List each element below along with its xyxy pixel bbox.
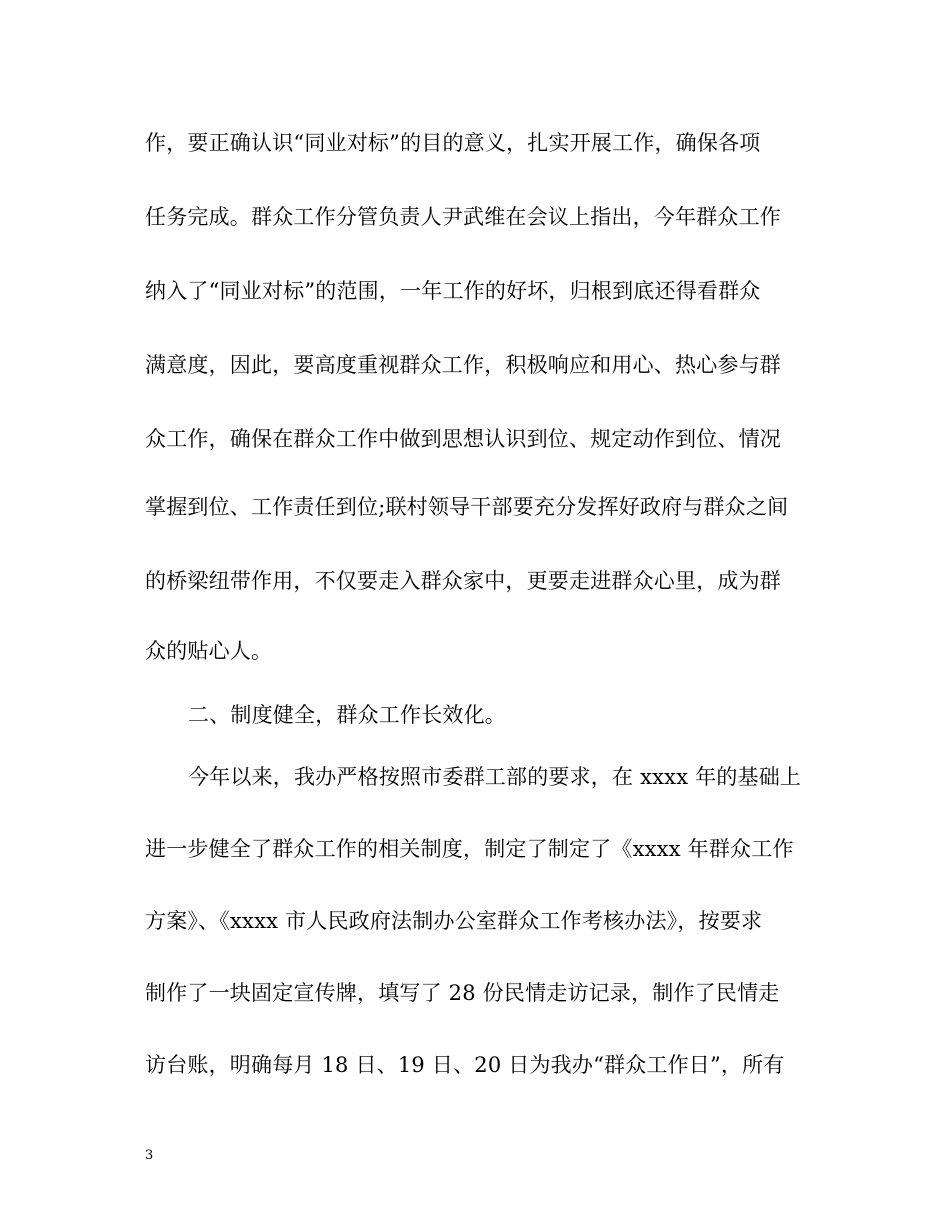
text-line: 进一步健全了群众工作的相关制度，制定了制定了《xxxx 年群众工作	[145, 837, 794, 861]
text-line: 众工作，确保在群众工作中做到思想认识到位、规定动作到位、情况	[145, 427, 781, 451]
text-line: 作，要正确认识“同业对标”的目的意义，扎实开展工作，确保各项	[145, 131, 761, 155]
text-line: 方案》、《xxxx 市人民政府法制办公室群众工作考核办法》，按要求	[145, 909, 763, 933]
text-line: 众的贴心人。	[145, 639, 273, 663]
page-number: 3	[145, 1148, 154, 1163]
text-line: 任务完成。群众工作分管负责人尹武维在会议上指出，今年群众工作	[145, 205, 781, 229]
text-line: 今年以来，我办严格按照市委群工部的要求，在 xxxx 年的基础上	[188, 765, 802, 789]
text-line: 纳入了“同业对标”的范围，一年工作的好坏，归根到底还得看群众	[145, 279, 761, 303]
text-line: 制作了一块固定宣传牌，填写了 28 份民情走访记录，制作了民情走	[145, 981, 780, 1005]
text-line: 满意度，因此，要高度重视群众工作，积极响应和用心、热心参与群	[145, 353, 781, 377]
text-line: 掌握到位、工作责任到位;联村领导干部要充分发挥好政府与群众之间	[145, 495, 789, 519]
section-heading: 二、制度健全，群众工作长效化。	[188, 703, 506, 727]
text-line: 访台账，明确每月 18 日、19 日、20 日为我办“群众工作日”，所有	[145, 1053, 785, 1077]
text-line: 的桥梁纽带作用，不仅要走入群众家中，更要走进群众心里，成为群	[145, 569, 781, 593]
